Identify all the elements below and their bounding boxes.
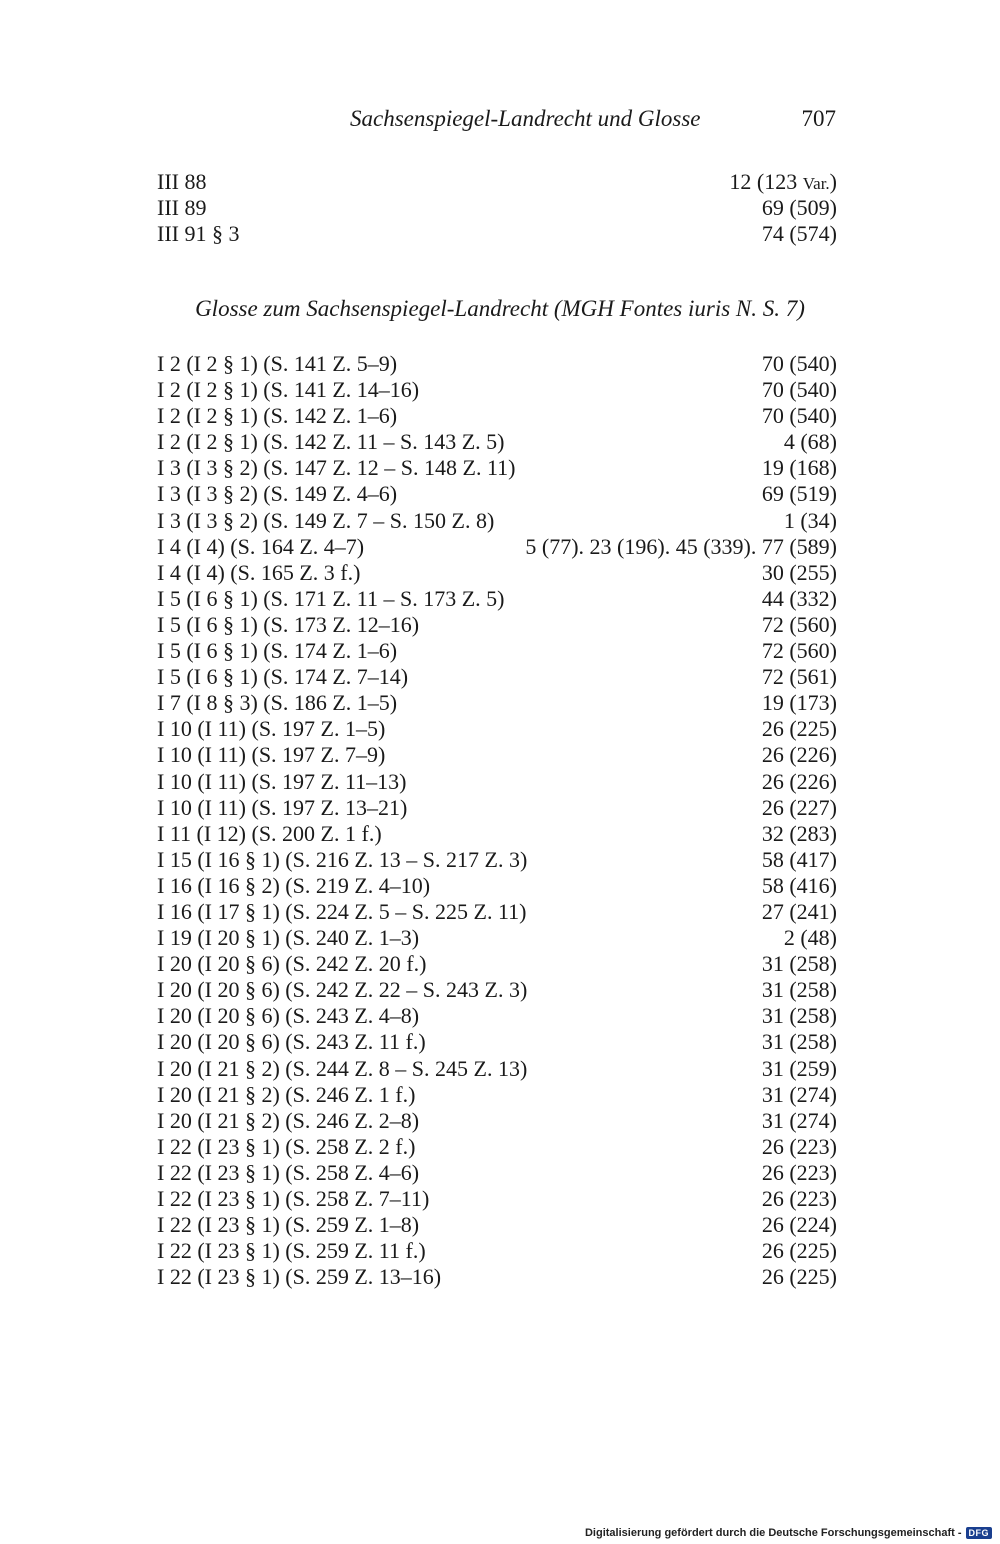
index-ref: III 88 [157,169,207,194]
landrecht-index-list [157,169,837,247]
index-loc: 26 (226) [761,768,837,794]
index-loc: 26 (227) [761,794,837,820]
index-row [157,1160,837,1186]
index-loc: 26 (225) [761,716,837,742]
index-ref: I 20 (I 20 § 6) (S. 243 Z. 11 f.) [157,1029,426,1055]
index-loc: 26 (224) [761,1212,837,1238]
index-row [157,716,837,742]
index-row [157,169,837,195]
glosse-index-list [157,351,837,1290]
index-row [157,429,837,455]
index-loc: 58 (417) [761,846,837,872]
index-row [157,1108,837,1134]
index-ref: I 15 (I 16 § 1) (S. 216 Z. 13 – S. 217 Z. 3) [157,846,528,872]
index-loc: 31 (274) [761,1107,837,1133]
variant-label: Var. [802,174,830,193]
index-row [157,221,837,247]
index-loc: 32 (283) [761,820,837,846]
index-loc: 44 (332) [761,585,837,611]
index-loc: 4 (68) [783,429,837,455]
index-loc: 58 (416) [761,872,837,898]
dfg-logo-icon: DFG [966,1527,993,1539]
index-ref: I 2 (I 2 § 1) (S. 142 Z. 1–6) [157,403,398,429]
running-title: Sachsenspiegel-Landrecht und Glosse [350,106,701,131]
index-loc: 30 (255) [761,559,837,585]
index-row [157,899,837,925]
index-row [157,769,837,795]
index-loc: 74 (574) [761,221,837,247]
index-row [157,873,837,899]
index-ref: I 20 (I 21 § 2) (S. 244 Z. 8 – S. 245 Z. 13) [157,1055,528,1081]
index-loc: 69 (509) [761,195,837,221]
index-ref: I 22 (I 23 § 1) (S. 259 Z. 11 f.) [157,1238,426,1264]
index-ref: I 19 (I 20 § 1) (S. 240 Z. 1–3) [157,925,420,951]
index-row [157,1003,837,1029]
index-ref: I 20 (I 20 § 6) (S. 242 Z. 22 – S. 243 Z. 3) [157,977,528,1003]
index-loc: 72 (560) [761,638,837,664]
index-ref: I 16 (I 17 § 1) (S. 224 Z. 5 – S. 225 Z. 11) [157,898,527,924]
index-ref: I 3 (I 3 § 2) (S. 147 Z. 12 – S. 148 Z. 11) [157,455,516,481]
index-row [157,534,837,560]
index-ref: I 20 (I 20 § 6) (S. 243 Z. 4–8) [157,1003,420,1029]
index-row [157,560,837,586]
index-ref: I 3 (I 3 § 2) (S. 149 Z. 7 – S. 150 Z. 8) [157,507,495,533]
index-loc: 70 (540) [761,351,837,376]
index-row [157,951,837,977]
index-row [157,481,837,507]
index-ref: III 91 § 3 [157,221,240,247]
index-row [157,638,837,664]
index-loc: 31 (258) [761,977,837,1003]
index-row [157,1056,837,1082]
index-loc: 31 (258) [761,1029,837,1055]
index-loc: 19 (173) [761,690,837,716]
index-ref: I 4 (I 4) (S. 164 Z. 4–7) [157,533,365,559]
index-ref: I 22 (I 23 § 1) (S. 259 Z. 13–16) [157,1264,442,1290]
index-row [157,1186,837,1212]
index-ref: I 20 (I 21 § 2) (S. 246 Z. 2–8) [157,1107,420,1133]
index-ref: I 11 (I 12) (S. 200 Z. 1 f.) [157,820,382,846]
index-ref: I 7 (I 8 § 3) (S. 186 Z. 1–5) [157,690,398,716]
index-loc: 26 (223) [761,1133,837,1159]
index-row [157,1082,837,1108]
index-row [157,742,837,768]
index-loc: 31 (274) [761,1081,837,1107]
index-row [157,377,837,403]
index-ref: I 16 (I 16 § 2) (S. 219 Z. 4–10) [157,872,431,898]
index-ref: I 22 (I 23 § 1) (S. 259 Z. 1–8) [157,1212,420,1238]
index-row [157,1238,837,1264]
index-ref: I 20 (I 20 § 6) (S. 242 Z. 20 f.) [157,951,427,977]
index-ref: I 10 (I 11) (S. 197 Z. 11–13) [157,768,407,794]
index-ref: I 5 (I 6 § 1) (S. 171 Z. 11 – S. 173 Z. 5) [157,585,505,611]
index-row [157,612,837,638]
page-number: 707 [801,106,836,131]
index-row [157,690,837,716]
index-loc-main: 12 (123 [729,169,798,194]
index-row [157,664,837,690]
index-loc: 72 (561) [761,664,837,690]
index-row [157,821,837,847]
index-loc: 69 (519) [761,481,837,507]
index-row [157,977,837,1003]
index-loc: 26 (225) [761,1264,837,1290]
index-row [157,1264,837,1290]
index-row [157,586,837,612]
index-loc: 72 (560) [761,611,837,637]
index-loc: 5 (77). 23 (196). 45 (339). 77 (589) [525,533,837,559]
index-loc: 27 (241) [761,898,837,924]
index-loc: 19 (168) [761,455,837,481]
index-row [157,847,837,873]
index-row [157,1029,837,1055]
index-loc: 2 (48) [783,925,837,951]
index-row [157,795,837,821]
index-ref: I 10 (I 11) (S. 197 Z. 13–21) [157,794,408,820]
running-head [0,106,1000,138]
index-ref: I 2 (I 2 § 1) (S. 141 Z. 5–9) [157,351,398,376]
index-ref: I 2 (I 2 § 1) (S. 141 Z. 14–16) [157,377,420,403]
index-loc: 26 (223) [761,1186,837,1211]
index-row [157,508,837,534]
index-ref: I 3 (I 3 § 2) (S. 149 Z. 4–6) [157,481,398,507]
index-loc: 26 (223) [761,1159,837,1185]
footer-text: Digitalisierung gefördert durch die Deutsche Forschungsgemeinschaft - [584,1527,962,1539]
index-loc-close: ) [829,169,837,194]
index-row [157,351,837,377]
index-loc: 31 (259) [761,1055,837,1081]
index-ref: I 5 (I 6 § 1) (S. 173 Z. 12–16) [157,611,420,637]
index-ref: I 2 (I 2 § 1) (S. 142 Z. 11 – S. 143 Z. 5) [157,429,505,455]
section-heading: Glosse zum Sachsenspiegel-Landrecht (MGH Fontes iuris N. S. 7) [195,296,805,321]
index-ref: I 4 (I 4) (S. 165 Z. 3 f.) [157,559,361,585]
footer [585,1527,992,1539]
index-row [157,1134,837,1160]
index-loc [729,169,837,197]
index-row [157,1212,837,1238]
index-row [157,925,837,951]
index-ref: I 22 (I 23 § 1) (S. 258 Z. 7–11) [157,1186,430,1211]
index-loc: 26 (226) [761,742,837,768]
index-ref: I 5 (I 6 § 1) (S. 174 Z. 7–14) [157,664,409,690]
index-ref: I 22 (I 23 § 1) (S. 258 Z. 2 f.) [157,1133,416,1159]
index-loc: 70 (540) [761,403,837,429]
index-loc: 31 (258) [761,951,837,977]
index-ref: I 10 (I 11) (S. 197 Z. 7–9) [157,742,386,768]
index-ref: III 89 [157,195,207,221]
index-ref: I 20 (I 21 § 2) (S. 246 Z. 1 f.) [157,1081,416,1107]
index-ref: I 5 (I 6 § 1) (S. 174 Z. 1–6) [157,638,398,664]
index-loc: 1 (34) [783,507,837,533]
index-ref: I 22 (I 23 § 1) (S. 258 Z. 4–6) [157,1159,420,1185]
index-row [157,403,837,429]
index-ref: I 10 (I 11) (S. 197 Z. 1–5) [157,716,386,742]
index-loc: 70 (540) [761,377,837,403]
index-row [157,455,837,481]
index-loc: 26 (225) [761,1238,837,1264]
index-loc: 31 (258) [761,1003,837,1029]
index-row [157,195,837,221]
